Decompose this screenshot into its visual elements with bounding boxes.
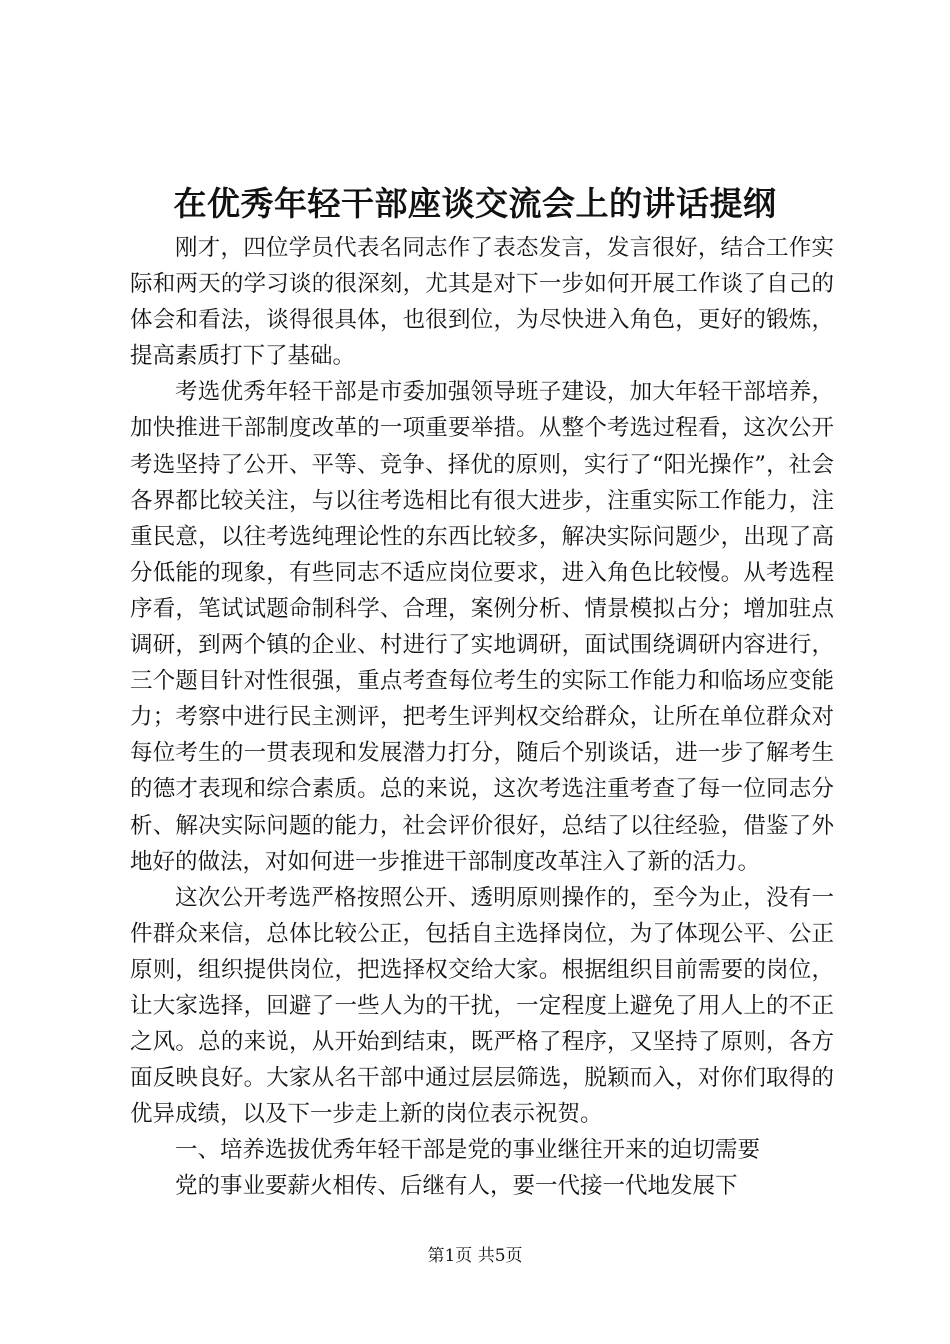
document-body: [130, 230, 834, 1205]
section-heading-1: 一、培养选拔优秀年轻干部是党的事业继往开来的迫切需要: [175, 1137, 761, 1164]
document-title: 在优秀年轻干部座谈交流会上的讲话提纲: [173, 184, 777, 223]
paragraph-party-cause: 党的事业要薪火相传、后继有人，要一代接一代地发展下: [175, 1173, 738, 1200]
paragraph-fairness: 这次公开考选严格按照公开、透明原则操作的，至今为止，没有一件群众来信，总体比较公正，包括自主选择岗位，为了体现公平、公正原则，组织提供岗位，把选择权交给大家。根据组织目前需要的岗位，让大家选择，回避了一些人为的干扰，一定程度上避免了用人上的不正之风。总的来说，从开始到结束，既严格了程序，又坚持了原则，各方面反映良好。大家从名干部中通过层层筛选，脱颖而入，对你们取得的优异成绩，以及下一步走上新的岗位表示祝贺。: [130, 884, 834, 1128]
page-number: 第1页 共5页: [427, 1246, 523, 1266]
paragraph-selection-process: 考选优秀年轻干部是市委加强领导班子建设，加大年轻干部培养，加快推进干部制度改革的一项重要举措。从整个考选过程看，这次公开考选坚持了公开、平等、竞争、择优的原则，实行了“阳光操作”，社会各界都比较关注，与以往考选相比有很大进步，注重实际工作能力，注重民意，以往考选纯理论性的东西比较多，解决实际问题少，出现了高分低能的现象，有些同志不适应岗位要求，进入角色比较慢。从考选程序看，笔试试题命制科学、合理，案例分析、情景模拟占分；增加驻点调研，到两个镇的企业、村进行了实地调研，面试围绕调研内容进行，三个题目针对性很强，重点考查每位考生的实际工作能力和临场应变能力；考察中进行民主测评，把考生评判权交给群众，让所在单位群众对每位考生的一贯表现和发展潜力打分，随后个别谈话，进一步了解考生的德才表现和综合素质。总的来说，这次考选注重考查了每一位同志分析、解决实际问题的能力，社会评价很好，总结了以往经验，借鉴了外地好的做法，对如何进一步推进干部制度改革注入了新的活力。: [130, 379, 834, 875]
paragraph-opening: 刚才，四位学员代表名同志作了表态发言，发言很好，结合工作实际和两天的学习谈的很深刻，尤其是对下一步如何开展工作谈了自己的体会和看法，谈得很具体，也很到位，为尽快进入角色，更好的锻炼，提高素质打下了基础。: [130, 235, 834, 370]
